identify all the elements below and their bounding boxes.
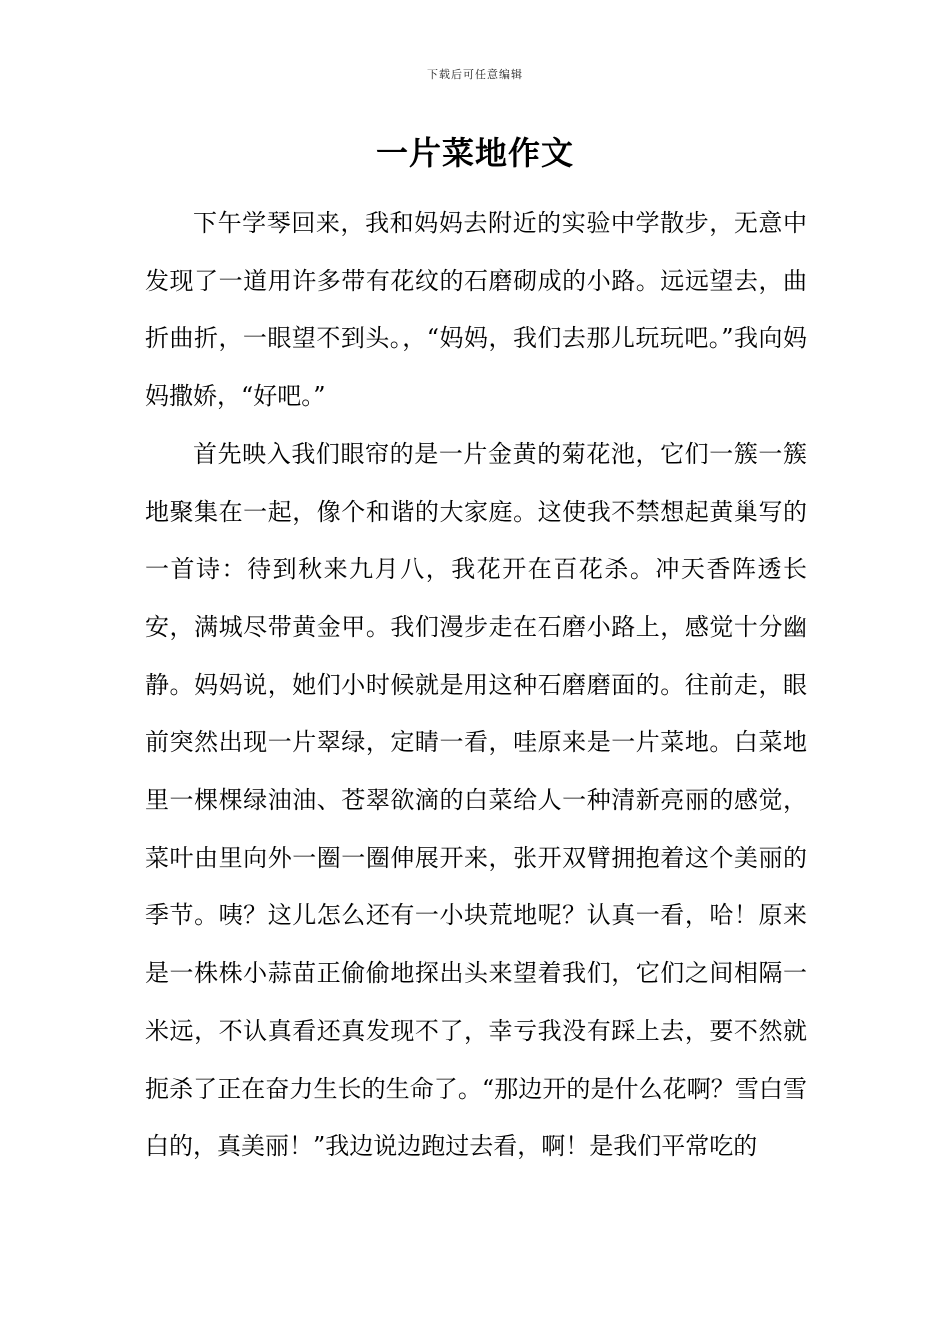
document-title: 一片菜地作文 — [375, 134, 574, 172]
header-note: 下载后可任意编辑 — [427, 68, 523, 81]
paragraph-2: 首先映入我们眼帘的是一片金黄的菊花池，它们一簇一簇地聚集在一起，像个和谐的大家庭。这使我不禁想起黄巢写的一首诗：待到秋来九月八，我花开在百花杀。冲天香阵透长安，满城尽带黄金甲。我们漫步走在石磨小路上，感觉十分幽静。妈妈说，她们小时候就是用这种石磨磨面的。往前走，眼前突然出现一片翠绿，定睛一看，哇原来是一片菜地。白菜地里一棵棵绿油油、苍翠欲滴的白菜给人一种清新亮丽的感觉，菜叶由里向外一圈一圈伸展开来，张开双臂拥抱着这个美丽的季节。咦？这儿怎么还有一小块荒地呢？认真一看，哈！原来是一株株小蒜苗正偷偷地探出头来望着我们，它们之间相隔一米远，不认真看还真发现不了，幸亏我没有踩上去，要不然就扼杀了正在奋力生长的生命了。“那边开的是什么花啊？雪白雪白的，真美丽！”我边说边跑过去看，啊！是我们平常吃的 — [145, 439, 807, 1161]
document-body — [145, 195, 807, 1176]
paragraph-1: 下午学琴回来，我和妈妈去附近的实验中学散步，无意中发现了一道用许多带有花纹的石磨砌成的小路。远远望去，曲折曲折，一眼望不到头。，“妈妈，我们去那儿玩玩吧。”我向妈妈撒娇，“好吧。” — [145, 209, 807, 411]
